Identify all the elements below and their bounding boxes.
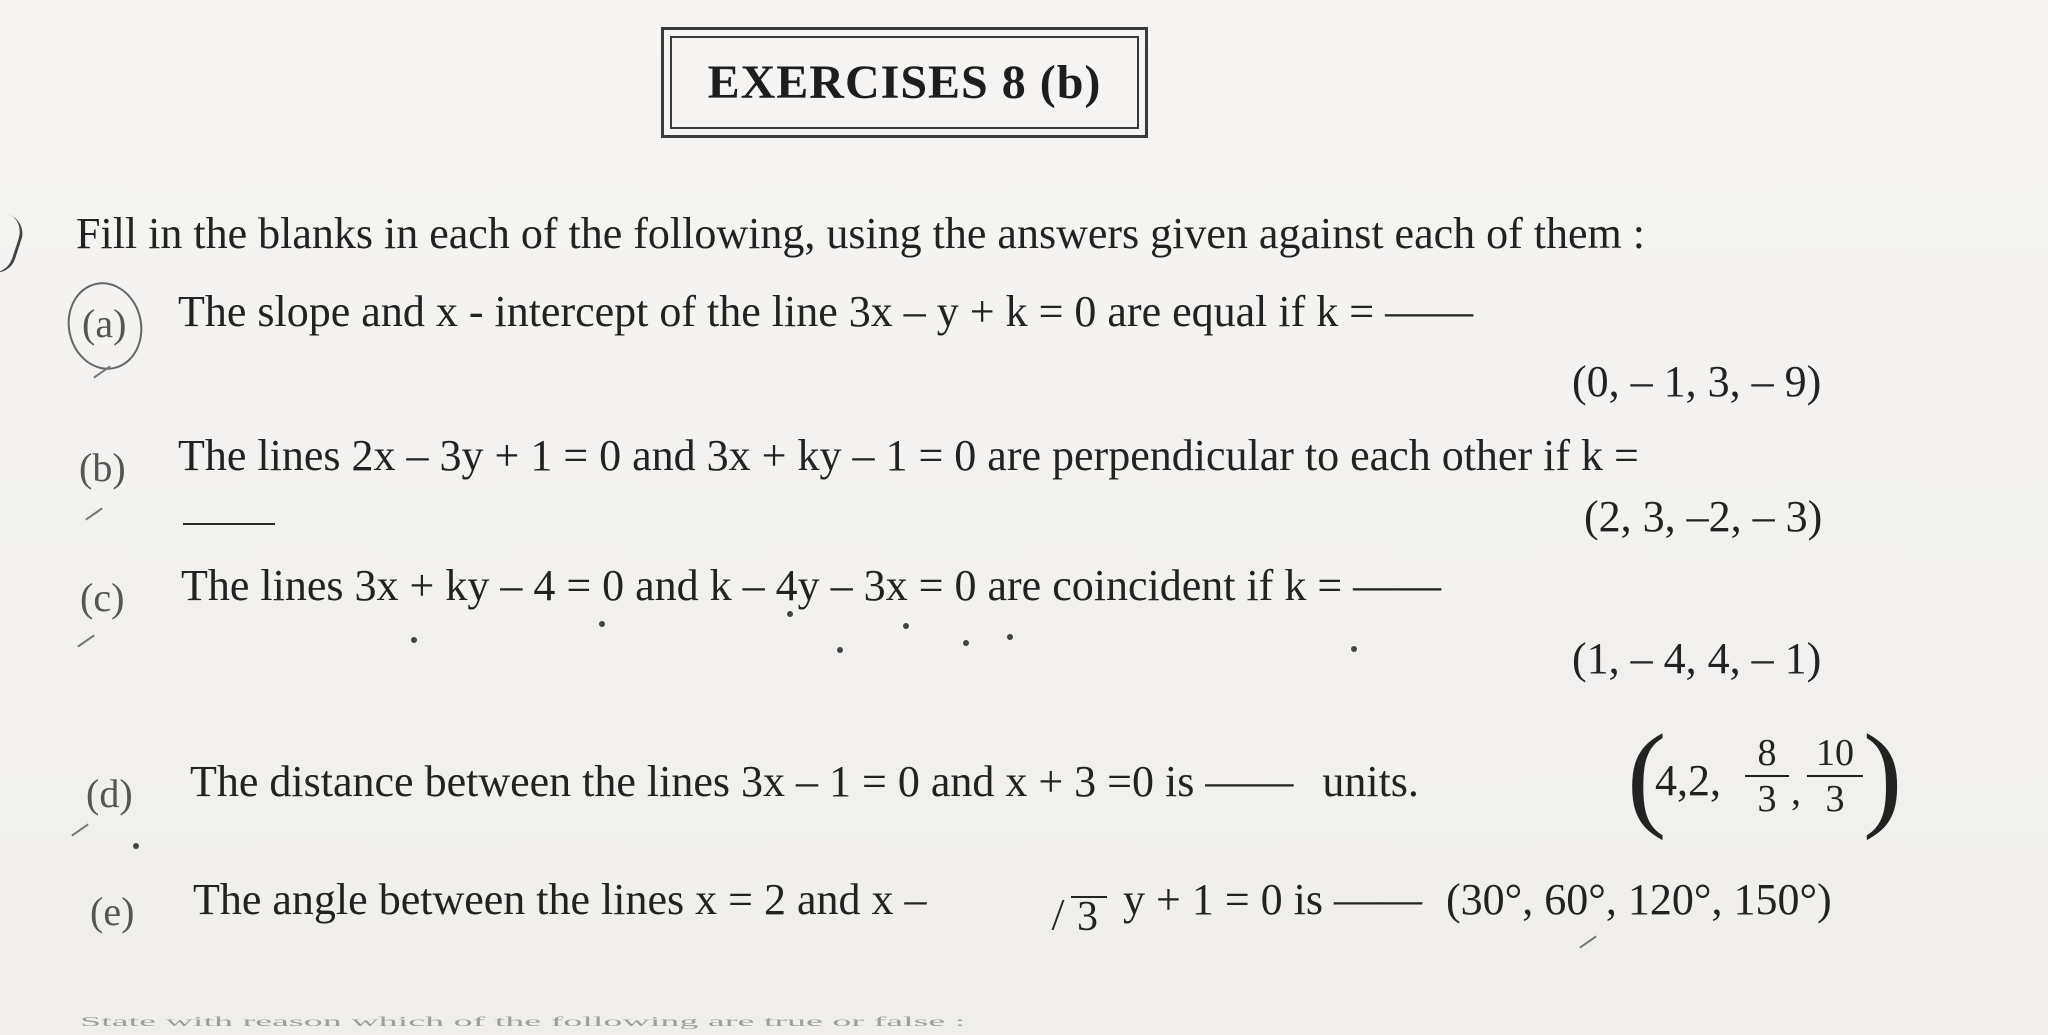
exercise-title-inner-box — [670, 36, 1139, 129]
mark-dot-8 — [1351, 646, 1357, 652]
mark-dot-1 — [411, 637, 417, 643]
item-d-question — [190, 756, 1419, 808]
mark-dot-6 — [963, 640, 969, 646]
mark-dot-5 — [903, 623, 909, 629]
item-d-answer-choices — [1627, 710, 1903, 845]
item-b-answers: (2, 3, –2, – 3) — [1584, 492, 1823, 541]
fraction-1-numerator: 8 — [1757, 732, 1777, 774]
item-e-label: (e) — [90, 889, 135, 934]
item-c-label: (c) — [80, 575, 125, 620]
mark-dot-d — [133, 843, 139, 849]
fraction-ten-thirds — [1807, 733, 1863, 819]
item-b-blank — [183, 523, 275, 525]
item-d-label: (d) — [86, 771, 133, 816]
item-a-answers: (0, – 1, 3, – 9) — [1572, 357, 1822, 406]
item-d-answer-prefix: 4,2, — [1655, 756, 1721, 805]
item-a-label: (a) — [82, 301, 127, 346]
square-root-value: 3 — [1077, 894, 1098, 940]
fraction-1-denominator: 3 — [1757, 778, 1777, 820]
mark-dot-3 — [787, 611, 793, 617]
partial-next-instruction: State with reason which of the following are true or false : — [80, 1014, 966, 1030]
instruction-text: Fill in the blanks in each of the following, using the answers given against each of them : — [76, 209, 1645, 258]
fraction-separator: , — [1791, 768, 1801, 813]
item-e-answers: (30°, 60°, 120°, 150°) — [1446, 875, 1832, 924]
item-d-question-before: The distance between the lines 3x – 1 = 0 and x + 3 =0 is —— — [190, 757, 1294, 806]
mark-dot-4 — [837, 647, 843, 653]
item-b-label: (b) — [79, 445, 126, 490]
fraction-2-bar — [1807, 775, 1863, 777]
item-d-units: units. — [1322, 757, 1419, 806]
fraction-2-numerator: 10 — [1816, 732, 1854, 774]
item-b-question: The lines 2x – 3y + 1 = 0 and 3x + ky – 1 = 0 are perpendicular to each other if k = — [178, 431, 1639, 480]
square-root-symbol — [1057, 888, 1111, 942]
fraction-eight-thirds — [1745, 733, 1789, 819]
mark-dot-2 — [599, 621, 605, 627]
item-a-question: The slope and x - intercept of the line 3x – y + k = 0 are equal if k = —— — [178, 287, 1474, 336]
fraction-2-denominator: 3 — [1825, 778, 1845, 820]
left-parenthesis: ( — [1627, 710, 1667, 841]
item-e-question-start: The angle between the lines x = 2 and x – — [193, 875, 927, 924]
right-parenthesis: ) — [1863, 710, 1903, 841]
exercise-title: EXERCISES 8 (b) — [707, 56, 1102, 109]
exercise-title-box — [661, 27, 1148, 138]
item-c-answers: (1, – 4, 4, – 1) — [1572, 634, 1822, 683]
item-e-question-end: y + 1 = 0 is —— — [1123, 875, 1422, 924]
mark-dot-7 — [1007, 634, 1013, 640]
item-c-question: The lines 3x + ky – 4 = 0 and k – 4y – 3x = 0 are coincident if k = —— — [181, 561, 1442, 610]
fraction-1-bar — [1745, 775, 1789, 777]
